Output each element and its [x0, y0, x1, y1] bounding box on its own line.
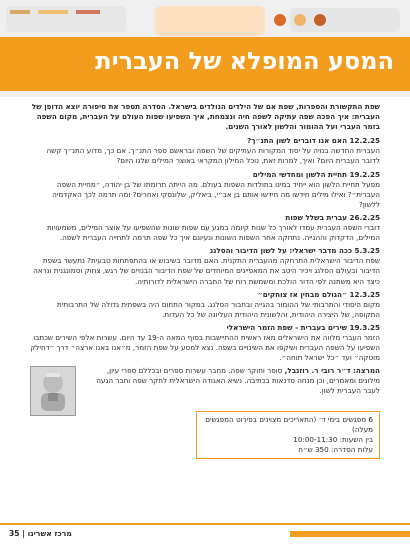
info-line-2: בין השעות: 10:00-11:30: [293, 434, 373, 444]
session-title: 12.2.25 האם אנו דוברים לשון התנ״ך?: [247, 136, 380, 146]
intro-paragraph: שפת התקשורת והספרות, שפת אם של הילדים הנולדים בישראל. הסדרה תספר את סיפורה יוצא הדופן של העברית: איך הפכה שפה עתיקה לשפה חיה ונצמחת, איך השפיעו שפות העולם על העברית, מקום השפה בזמר העברי ועל ההומור והלשון לאורך השנים.: [31, 102, 380, 132]
session-description: מקום היסודי והתרבותי של ההומור בהגייה ובחבור הסלנג. במקור התחום היה בשפתית גדולה של התרבותית התקופה, של היצירה היהודית, והלשונית היהודית העליונה של כל העדות.: [57, 299, 380, 319]
session-description: שפת הדיבור הישראלית התרחקה מהעברית התקנית. האם מדובר בשיבוש או בהתפתחות טבעית? נתעשר בשפת הדיבור ובעולם הסלנג ויכיר היטב את המאפיינים המיוחדים של שפת הדיבור הבנויים של רגש, צחוק וסמונגנית ונראה כיצד היא משתנה לפי הדור הולכת ומשמשת רוח של החברה הישראלית לדורותיה.: [33, 256, 380, 286]
footer-accent: [290, 531, 410, 537]
session-title: 12.3.25 ״הגולם מבחין אז צוחקים״: [257, 289, 380, 299]
host-section: [30, 366, 380, 396]
session-item: [30, 170, 380, 210]
host-description: סופר וחוקר שפה. מחבר עשרות ספרים ובכללם ספרי עיון, מילונים ומאמרים, וכן מנחה סדנאות בכתיבה. נשיא האגודה הישראלית לחקר שפה וחבר הגעה לעבר העברית לשון.: [96, 366, 380, 396]
host-text: [86, 366, 380, 396]
info-line-1: 6 מפגשים בימי ד׳ (התאריכים מצוינים בפירוט המפגשים מעלה): [205, 414, 373, 434]
host-photo: [30, 366, 76, 416]
footer-text: מרכז אשרינו | 35: [9, 529, 72, 538]
session-item: [30, 213, 380, 243]
page-title: המסע המופלא של העברית: [95, 47, 394, 75]
session-item: [30, 290, 380, 320]
session-description: דוברי השפה העברית עמדו לאורך כל שנות קיומה במגע עם שפות שונות שהשפיעו על אוצר המילים, משמעויות המילים, הדקדוק וההגייה. נתחקה אחר השפות השונות ונעיונם איך כל שפה תרמה לתחייה העברית לשפה.: [46, 223, 380, 243]
session-description: העברית החדשה בנויה על יסוד המקורות העתיקים של השפה ובראשם ספר התנ״ך. אם כך, מדוע התנ״ך קשה לדובר העברית היום? ואיך, למרות זאת, נוכל המילון המקראי באוצר המילים שלנו היום?: [46, 146, 380, 166]
footer: [0, 523, 410, 547]
info-line-3: עלות הסדרה: 350 ש״ח: [298, 444, 373, 454]
session-title: 26.2.25 עברית בשלל שפות: [285, 212, 380, 222]
session-item: [30, 246, 380, 286]
session-title: 19.3.25 שירים בעברית - שפת הזמר הישראלי: [226, 322, 380, 332]
session-title: 5.3.25 ככה מדבר ישראלי: על לשון הדיבור והסלנג: [209, 246, 380, 256]
host-label: המרצה: ד״ר רובי ר. רוזנבל,: [284, 366, 380, 376]
session-title: 19.2.25 תחיית הלשון ומחדשי המילים: [252, 169, 380, 179]
session-item: [30, 136, 380, 166]
session-description: מפעל תחיית הלשון הוא ייחיד במינו בתולדות השפות בעולם. מה הייתה תרומתו של בן יהודה, ״מחיית השפה העברית״? ואילו מילים חידשו מה חידשו אותם בן אב״י, ביאליק, שלונסקי ואחרים? ומה תרמה לכך האקדמיה ללשון?: [52, 179, 380, 209]
info-box: [196, 411, 380, 459]
main-content: [30, 102, 380, 512]
session-item: [30, 323, 380, 363]
session-description: הזמר העברי מלווה את הישראלים מאז ראשית ההתיישבות בסוף המאה ה-19 עד היום. עשרות אלפי השירים שכתבו השפיעו על השפה העברית ושיקפו את השינויים בשפה. נצא למסע על שפת הזמר, מ״אנו באנו ארצה״ דרך ״דחילק מוטקה״ ועד ״כל ישראל תוחה״.: [30, 332, 380, 363]
